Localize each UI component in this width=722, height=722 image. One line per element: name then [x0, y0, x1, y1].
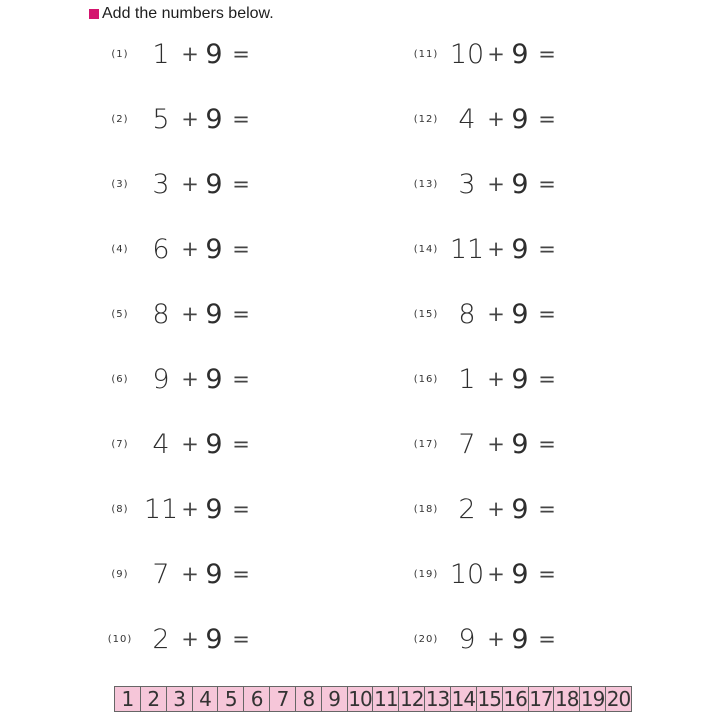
addend-b: 9 — [511, 558, 529, 590]
equals-sign: = — [232, 107, 250, 131]
plus-sign: + — [181, 42, 199, 66]
number-line-cell: 9 — [322, 687, 348, 711]
equals-sign: = — [232, 562, 250, 586]
problem-row — [98, 619, 254, 659]
number-line-cell: 18 — [555, 687, 579, 711]
problem-row — [98, 164, 254, 204]
problem-number: (14) — [413, 243, 439, 255]
problem-number: (8) — [111, 503, 129, 515]
equals-sign: = — [538, 627, 556, 651]
problem-number: (3) — [111, 178, 129, 190]
instruction-text: Add the numbers below. — [102, 5, 274, 22]
number-line-cell: 20 — [606, 687, 631, 711]
equals-sign: = — [538, 107, 556, 131]
problem-number: (11) — [413, 48, 439, 60]
plus-sign: + — [487, 497, 505, 521]
addend-a: 7 — [152, 558, 170, 590]
problem-row — [404, 164, 560, 204]
addend-b: 9 — [511, 168, 529, 200]
equals-sign: = — [232, 42, 250, 66]
problem-number: (20) — [413, 633, 439, 645]
addend-a: 6 — [152, 233, 170, 265]
plus-sign: + — [487, 627, 505, 651]
problem-number: (17) — [413, 438, 439, 450]
addend-b: 9 — [205, 623, 223, 655]
equals-sign: = — [538, 432, 556, 456]
number-line-cell: 6 — [244, 687, 270, 711]
addend-a: 7 — [458, 428, 476, 460]
problem-row — [404, 424, 560, 464]
addend-b: 9 — [205, 168, 223, 200]
addend-b: 9 — [205, 363, 223, 395]
equals-sign: = — [232, 497, 250, 521]
problem-number: (5) — [111, 308, 129, 320]
problem-number: (2) — [111, 113, 129, 125]
equals-sign: = — [538, 562, 556, 586]
addend-b: 9 — [511, 103, 529, 135]
addend-a: 8 — [152, 298, 170, 330]
number-line-cell: 7 — [270, 687, 296, 711]
plus-sign: + — [181, 237, 199, 261]
number-line-cell: 19 — [580, 687, 605, 711]
addend-a: 2 — [152, 623, 170, 655]
plus-sign: + — [487, 367, 505, 391]
addend-b: 9 — [511, 428, 529, 460]
equals-sign: = — [538, 172, 556, 196]
number-line-cell: 4 — [193, 687, 219, 711]
problem-row — [98, 489, 254, 529]
addend-a: 10 — [449, 38, 485, 70]
addend-a: 2 — [458, 493, 476, 525]
problem-number: (1) — [111, 48, 129, 60]
problem-number: (12) — [413, 113, 439, 125]
number-line-cell: 2 — [141, 687, 167, 711]
plus-sign: + — [487, 562, 505, 586]
problem-number: (10) — [107, 633, 133, 645]
equals-sign: = — [538, 42, 556, 66]
plus-sign: + — [181, 107, 199, 131]
addend-a: 9 — [458, 623, 476, 655]
problem-number: (6) — [111, 373, 129, 385]
number-line-cell: 1 — [115, 687, 141, 711]
plus-sign: + — [487, 237, 505, 261]
equals-sign: = — [538, 497, 556, 521]
plus-sign: + — [181, 432, 199, 456]
equals-sign: = — [538, 302, 556, 326]
problem-number: (19) — [413, 568, 439, 580]
addend-a: 4 — [152, 428, 170, 460]
addend-b: 9 — [511, 298, 529, 330]
problem-row — [98, 424, 254, 464]
problem-row — [404, 359, 560, 399]
number-line-cell: 8 — [296, 687, 322, 711]
addend-b: 9 — [511, 233, 529, 265]
plus-sign: + — [181, 172, 199, 196]
problem-row — [404, 619, 560, 659]
number-line-cell: 14 — [451, 687, 476, 711]
number-line-cell: 13 — [425, 687, 450, 711]
number-line-cell: 15 — [477, 687, 501, 711]
addend-b: 9 — [511, 623, 529, 655]
addend-b: 9 — [205, 428, 223, 460]
equals-sign: = — [538, 237, 556, 261]
problem-row — [404, 294, 560, 334]
addend-b: 9 — [205, 233, 223, 265]
addend-b: 9 — [205, 298, 223, 330]
addend-a: 3 — [458, 168, 476, 200]
problem-number: (9) — [111, 568, 129, 580]
problem-row — [404, 99, 560, 139]
plus-sign: + — [487, 432, 505, 456]
addend-b: 9 — [511, 38, 529, 70]
problem-number: (18) — [413, 503, 439, 515]
addend-a: 1 — [458, 363, 476, 395]
problem-row — [98, 229, 254, 269]
equals-sign: = — [232, 367, 250, 391]
equals-sign: = — [232, 627, 250, 651]
problem-number: (15) — [413, 308, 439, 320]
addend-a: 1 — [152, 38, 170, 70]
equals-sign: = — [232, 172, 250, 196]
addend-a: 5 — [152, 103, 170, 135]
problem-row — [404, 34, 560, 74]
addend-a: 3 — [152, 168, 170, 200]
addend-b: 9 — [205, 103, 223, 135]
problem-row — [404, 229, 560, 269]
addend-b: 9 — [511, 363, 529, 395]
equals-sign: = — [232, 432, 250, 456]
plus-sign: + — [181, 302, 199, 326]
problem-row — [98, 34, 254, 74]
equals-sign: = — [232, 237, 250, 261]
number-line-cell: 5 — [218, 687, 244, 711]
plus-sign: + — [487, 302, 505, 326]
problem-row — [404, 489, 560, 529]
plus-sign: + — [181, 562, 199, 586]
problem-number: (4) — [111, 243, 129, 255]
addend-b: 9 — [205, 493, 223, 525]
problem-row — [98, 99, 254, 139]
addend-b: 9 — [205, 558, 223, 590]
number-line-cell: 10 — [348, 687, 372, 711]
number-line-cell: 3 — [167, 687, 193, 711]
problem-row — [98, 359, 254, 399]
plus-sign: + — [181, 627, 199, 651]
problem-row — [98, 554, 254, 594]
addend-a: 9 — [152, 363, 170, 395]
addend-b: 9 — [511, 493, 529, 525]
addend-a: 11 — [449, 233, 485, 265]
addend-a: 8 — [458, 298, 476, 330]
equals-sign: = — [538, 367, 556, 391]
problem-number: (7) — [111, 438, 129, 450]
number-line-cell: 16 — [503, 687, 527, 711]
problem-number: (13) — [413, 178, 439, 190]
addend-a: 4 — [458, 103, 476, 135]
plus-sign: + — [487, 42, 505, 66]
problem-number: (16) — [413, 373, 439, 385]
plus-sign: + — [487, 172, 505, 196]
plus-sign: + — [181, 367, 199, 391]
problem-row — [98, 294, 254, 334]
number-line-cell: 17 — [529, 687, 553, 711]
addend-b: 9 — [205, 38, 223, 70]
addend-a: 10 — [449, 558, 485, 590]
number-line — [114, 686, 632, 712]
number-line-cell: 12 — [399, 687, 424, 711]
number-line-cell: 11 — [374, 687, 398, 711]
problem-row — [404, 554, 560, 594]
plus-sign: + — [487, 107, 505, 131]
addend-a: 11 — [143, 493, 179, 525]
plus-sign: + — [181, 497, 199, 521]
equals-sign: = — [232, 302, 250, 326]
